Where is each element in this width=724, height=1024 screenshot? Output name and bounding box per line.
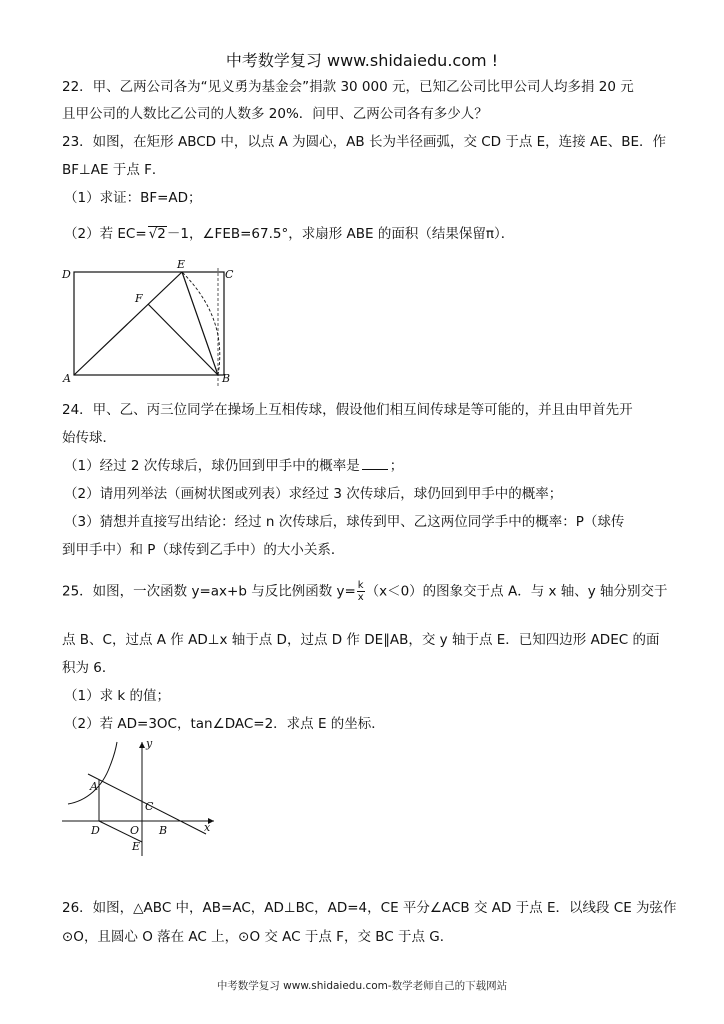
answer-blank <box>362 469 388 470</box>
label-e: E <box>177 258 186 271</box>
q23-figure <box>58 258 248 388</box>
hyperbola <box>68 742 117 804</box>
label-y: y <box>146 738 153 750</box>
q24-part-2: （2）请用列举法（画树状图或列表）求经过 3 次传球后，球仍回到甲手中的概率； <box>64 486 563 502</box>
y-axis-arrow <box>139 742 145 748</box>
q24-part-1 <box>64 456 403 476</box>
q24-line-1: 24．甲、乙、丙三位同学在操场上互相传球，假设他们相互间传球是等可能的，并且由甲首先开 <box>62 402 633 418</box>
q25-line-1-post: （x＜0）的图象交于点 A．与 x 轴、y 轴分别交于 <box>365 583 668 600</box>
segment-bf <box>148 304 218 375</box>
label-o: O <box>130 824 140 837</box>
q24-part-3-line-2: 到甲手中）和 P（球传到乙手中）的大小关系． <box>62 542 345 558</box>
q23-line-2: BF⊥AE 于点 F． <box>62 162 166 178</box>
page-header: 中考数学复习 www.shidaiedu.com ! <box>225 51 499 70</box>
q23-part-2 <box>64 224 514 244</box>
label-x: x <box>204 821 211 834</box>
q23-part-2-post: －1，∠FEB=67.5°，求扇形 ABE 的面积（结果保留π）． <box>166 226 515 242</box>
page-footer: 中考数学复习 www.shidaiedu.com-数学老师自己的下载网站 <box>216 980 508 992</box>
fraction-denominator: x <box>357 592 364 603</box>
q23-line-1: 23．如图，在矩形 ABCD 中，以点 A 为圆心，AB 长为半径画弧，交 CD 于点 E，连接 AE、BE．作 <box>62 134 667 150</box>
label-d: D <box>91 824 100 837</box>
q25-part-1: （1）求 k 的值； <box>64 688 170 704</box>
q25-line-1 <box>62 580 668 603</box>
q22-line-2: 且甲公司的人数比乙公司的人数多 20%．问甲、乙两公司各有多少人？ <box>62 106 488 122</box>
q25-figure <box>58 738 218 860</box>
q24-part-3-line-1: （3）猜想并直接写出结论：经过 n 次传球后，球传到甲、乙这两位同学手中的概率：P（球传 <box>64 514 625 530</box>
q24-part-1-text: （1）经过 2 次传球后，球仍回到甲手中的概率是 <box>64 458 360 474</box>
label-b: B <box>222 372 231 385</box>
q25-line-3: 积为 6． <box>62 660 116 676</box>
q24-line-2: 始传球． <box>62 430 116 446</box>
q26-line-1: 26．如图，△ABC 中，AB=AC，AD⊥BC，AD=4，CE 平分∠ACB 交 AD 于点 E．以线段 CE 为弦作 <box>62 900 677 916</box>
label-c: C <box>225 268 234 281</box>
q26-line-2: ⊙O，且圆心 O 落在 AC 上，⊙O 交 AC 于点 F，交 BC 于点 G． <box>62 929 454 945</box>
label-d: D <box>62 268 71 281</box>
label-b: B <box>159 824 168 837</box>
fraction-k-over-x <box>357 580 365 603</box>
q22-line-1: 22．甲、乙两公司各为“见义勇为基金会”捐款 30 000 元，已知乙公司比甲公司人均多捐 20 元 <box>62 79 634 95</box>
sqrt-two: √2 <box>148 226 166 242</box>
rectangle-abcd <box>74 272 224 375</box>
q25-line-1-pre: 25．如图，一次函数 y=ax+b 与反比例函数 y= <box>62 583 356 600</box>
q25-line-2: 点 B、C，过点 A 作 AD⊥x 轴于点 D，过点 D 作 DE∥AB，交 y 轴于点 E．已知四边形 ADEC 的面 <box>62 632 660 648</box>
q24-part-1-end: ； <box>389 458 404 474</box>
fraction-numerator: k <box>357 580 364 591</box>
q23-part-1: （1）求证：BF=AD； <box>64 190 202 206</box>
segment-be <box>182 272 218 375</box>
sqrt-radicand: 2 <box>157 226 166 242</box>
q23-part-2-pre: （2）若 EC= <box>64 226 147 242</box>
label-a: A <box>90 780 98 793</box>
segment-ae <box>74 272 182 375</box>
q25-part-2: （2）若 AD=3OC，tan∠DAC=2．求点 E 的坐标． <box>64 716 385 732</box>
label-a: A <box>63 372 71 385</box>
label-e: E <box>132 840 141 853</box>
label-f: F <box>135 292 143 305</box>
label-c: C <box>145 800 154 813</box>
